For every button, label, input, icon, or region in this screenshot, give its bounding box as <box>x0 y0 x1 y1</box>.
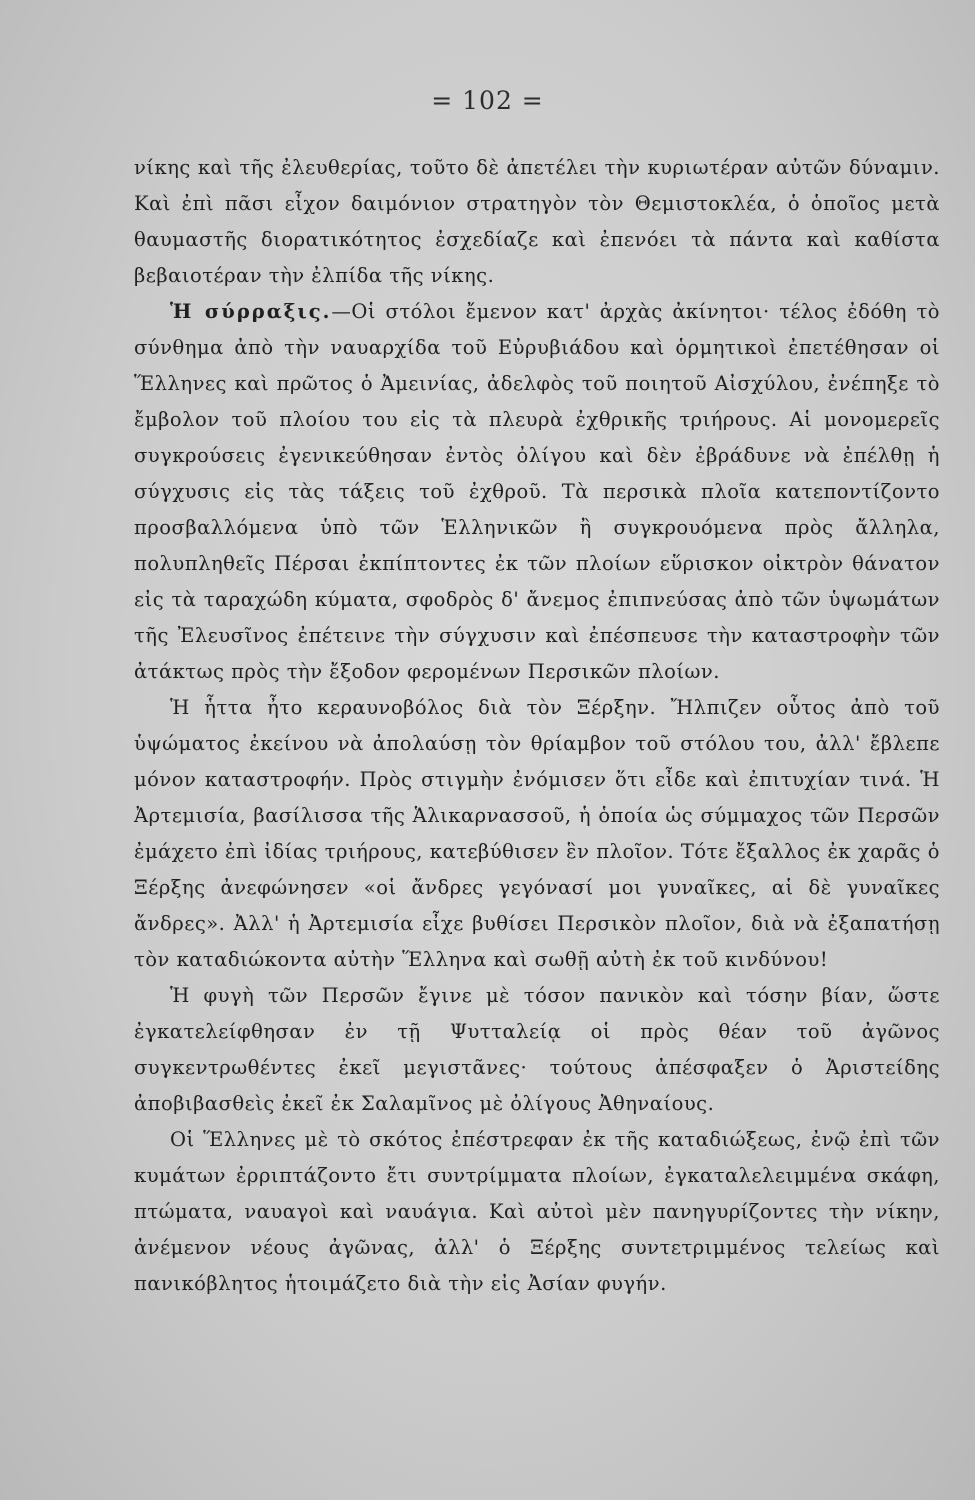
paragraph-2 <box>134 294 940 690</box>
page-number: = 102 = <box>431 86 544 115</box>
paragraph-3: Ἡ ἧττα ἦτο κεραυνοβόλος διὰ τὸν Ξέρξην. Ἤλπιζεν οὗτος ἀπὸ τοῦ ὑψώματος ἐκείνου νὰ ἀπολαύσῃ τὸν θρίαμβον τοῦ στόλου του, ἀλλ' ἔβλεπε μόνον καταστροφήν. Πρὸς στιγμὴν ἐνόμισεν ὅτι εἶδε καὶ ἐπιτυχίαν τινά. Ἡ Ἀρτεμισία, βασίλισσα τῆς Ἁλικαρνασσοῦ, ἡ ὁποία ὡς σύμμαχος τῶν Περσῶν ἐμάχετο ἐπὶ ἰδίας τριήρους, κατεβύθισεν ἓν πλοῖον. Τότε ἔξαλλος ἐκ χαρᾶς ὁ Ξέρξης ἀνεφώνησεν «οἱ ἄνδρες γεγόνασί μοι γυναῖκες, αἱ δὲ γυναῖκες ἄνδρες». Ἀλλ' ἡ Ἀρτεμισία εἶχε βυθίσει Περσικὸν πλοῖον, διὰ νὰ ἐξαπατήσῃ τὸν καταδιώκοντα αὐτὴν Ἕλληνα καὶ σωθῇ αὐτὴ ἐκ τοῦ κινδύνου! <box>134 696 940 971</box>
section-heading: Ἡ σύρραξις. <box>170 300 332 323</box>
paragraph-2-text: —Οἱ στόλοι ἔμενον κατ' ἀρχὰς ἀκίνητοι· τέλος ἐδόθη τὸ σύνθημα ἀπὸ τὴν ναυαρχίδα τοῦ Εὐρυβιάδου καὶ ὁρμητικοὶ ἐπετέθησαν οἱ Ἕλληνες καὶ πρῶτος ὁ Ἀμεινίας, ἀδελφὸς τοῦ ποιητοῦ Αἰσχύλου, ἐνέπηξε τὸ ἔμβολον τοῦ πλοίου του εἰς τὰ πλευρὰ ἐχθρικῆς τριήρους. Αἱ μονομερεῖς συγκρούσεις ἐγενικεύθησαν ἐντὸς ὀλίγου καὶ δὲν ἐβράδυνε νὰ ἐπέλθῃ ἡ σύγχυσις εἰς τὰς τάξεις τοῦ ἐχθροῦ. Τὰ περσικὰ πλοῖα κατεποντίζοντο προσβαλλόμενα ὑπὸ τῶν Ἑλληνικῶν ἢ συγκρουόμενα πρὸς ἄλληλα, πολυπληθεῖς Πέρσαι ἐκπίπτοντες ἐκ τῶν πλοίων εὕρισκον οἰκτρὸν θάνατον εἰς τὰ ταραχώδη κύματα, σφοδρὸς δ' ἄνεμος ἐπιπνεύσας ἀπὸ τῶν ὑψωμάτων τῆς Ἐλευσῖνος ἐπέτεινε τὴν σύγχυσιν καὶ ἐπέσπευσε τὴν καταστροφὴν τῶν ἀτάκτως πρὸς τὴν ἔξοδον φερομένων Περσικῶν πλοίων. <box>134 300 941 683</box>
paragraph-1: νίκης καὶ τῆς ἐλευθερίας, τοῦτο δὲ ἀπετέλει τὴν κυριωτέραν αὐτῶν δύναμιν. Καὶ ἐπὶ πᾶσι εἶχον δαιμόνιον στρατηγὸν τὸν Θεμιστοκλέα, ὁ ὁποῖος μετὰ θαυμαστῆς διορατικότητος ἐσχεδίαζε καὶ ἐπενόει τὰ πάντα καὶ καθίστα βεβαιοτέραν τὴν ἐλπίδα τῆς νίκης. <box>134 156 940 287</box>
paragraph-5: Οἱ Ἕλληνες μὲ τὸ σκότος ἐπέστρεφαν ἐκ τῆς καταδιώξεως, ἐνῷ ἐπὶ τῶν κυμάτων ἐρριπτάζοντο ἔτι συντρίμματα πλοίων, ἐγκαταλελειμμένα σκάφη, πτώματα, ναυαγοὶ καὶ ναυάγια. Καὶ αὐτοὶ μὲν πανηγυρίζοντες τὴν νίκην, ἀνέμενον νέους ἀγῶνας, ἀλλ' ὁ Ξέρξης συντετριμμένος τελείως καὶ πανικόβλητος ἡτοιμάζετο διὰ τὴν εἰς Ἀσίαν φυγήν. <box>134 1128 940 1295</box>
paragraph-4: Ἡ φυγὴ τῶν Περσῶν ἔγινε μὲ τόσον πανικὸν καὶ τόσην βίαν, ὥστε ἐγκατελείφθησαν ἐν τῇ Ψυτταλείᾳ οἱ πρὸς θέαν τοῦ ἀγῶνος συγκεντρωθέντες ἐκεῖ μεγιστᾶνες· τούτους ἀπέσφαξεν ὁ Ἀριστείδης ἀποβιβασθεὶς ἐκεῖ ἐκ Σαλαμῖνος μὲ ὀλίγους Ἀθηναίους. <box>134 984 940 1115</box>
body-text <box>134 150 940 1302</box>
